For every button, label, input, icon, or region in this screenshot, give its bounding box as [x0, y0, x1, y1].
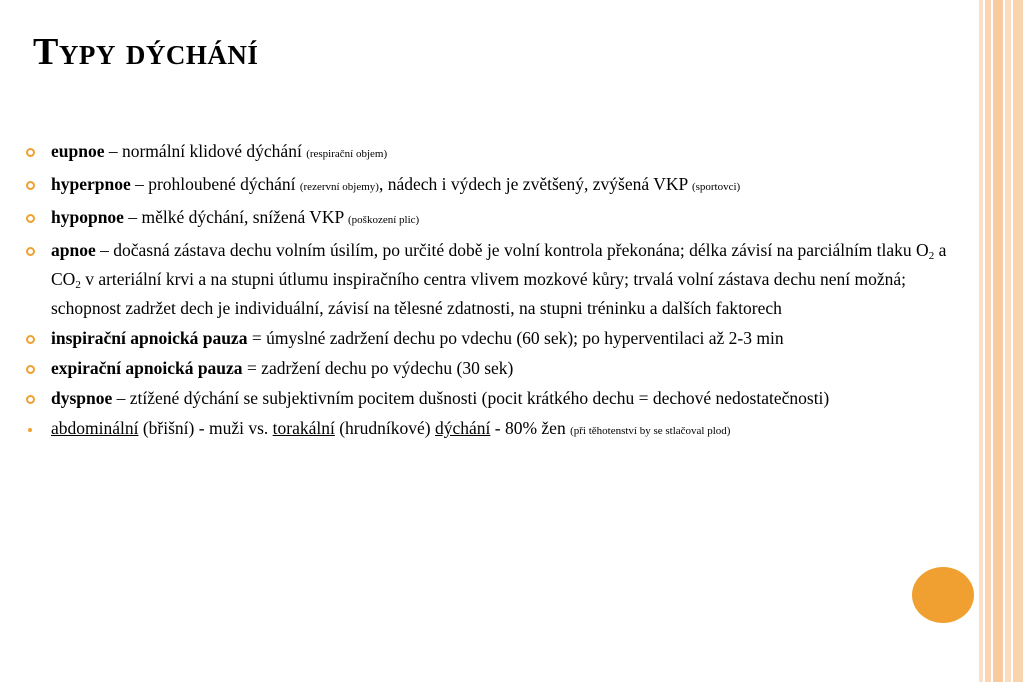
bullet-circle-icon — [26, 148, 35, 157]
list-item-hypopnoe: hypopnoe – mělké dýchání, snížená VKP (poškození plic) — [22, 206, 977, 232]
list-item-expiracni-pauza: expirační apnoická pauza = zadržení dechu po výdechu (30 sek) — [22, 357, 977, 380]
list-item-abdominalni: abdominální (břišní) - muži vs. torakální (hrudníkové) dýchání - 80% žen (při těhotenství by se stlačoval plod) — [22, 417, 977, 443]
page-title: Typy dýchání — [33, 31, 259, 73]
bullet-circle-icon — [26, 214, 35, 223]
list-item-eupnoe: eupnoe – normální klidové dýchání (respirační objem) — [22, 140, 977, 166]
bullet-circle-icon — [26, 181, 35, 190]
bullet-circle-icon — [26, 335, 35, 344]
bullet-dot-icon — [28, 428, 32, 432]
decorative-stripes — [979, 0, 1023, 682]
list-item-dyspnoe: dyspnoe – ztížené dýchání se subjektivním pocitem dušnosti (pocit krátkého dechu = dechové nedostatečnosti) — [22, 387, 977, 410]
list-item-apnoe: apnoe – dočasná zástava dechu volním úsilím, po určité době je volní kontrola překonána; délka závisí na parciálním tlaku $O_2$ a $CO_2$ v arteriální krvi a na stupni útlumu inspiračního centra vlivem mozkové kůry; trvalá volní zástava dechu není možná; schopnost zadržet dech je individuální, závisí na tělesné zdatnosti, na stupni tréninku a dalších faktorech — [22, 239, 977, 320]
list-item-hyperpnoe: hyperpnoe – prohloubené dýchání (rezervní objemy), nádech i výdech je zvětšený, zvýšená VKP (sportovci) — [22, 173, 977, 199]
bullet-circle-icon — [26, 247, 35, 256]
bullet-list — [22, 140, 977, 450]
bullet-circle-icon — [26, 395, 35, 404]
bullet-circle-icon — [26, 365, 35, 374]
list-item-inspiracni-pauza: inspirační apnoická pauza = úmyslné zadržení dechu po vdechu (60 sek); po hyperventilaci až 2-3 min — [22, 327, 977, 350]
decorative-circle — [912, 567, 974, 623]
